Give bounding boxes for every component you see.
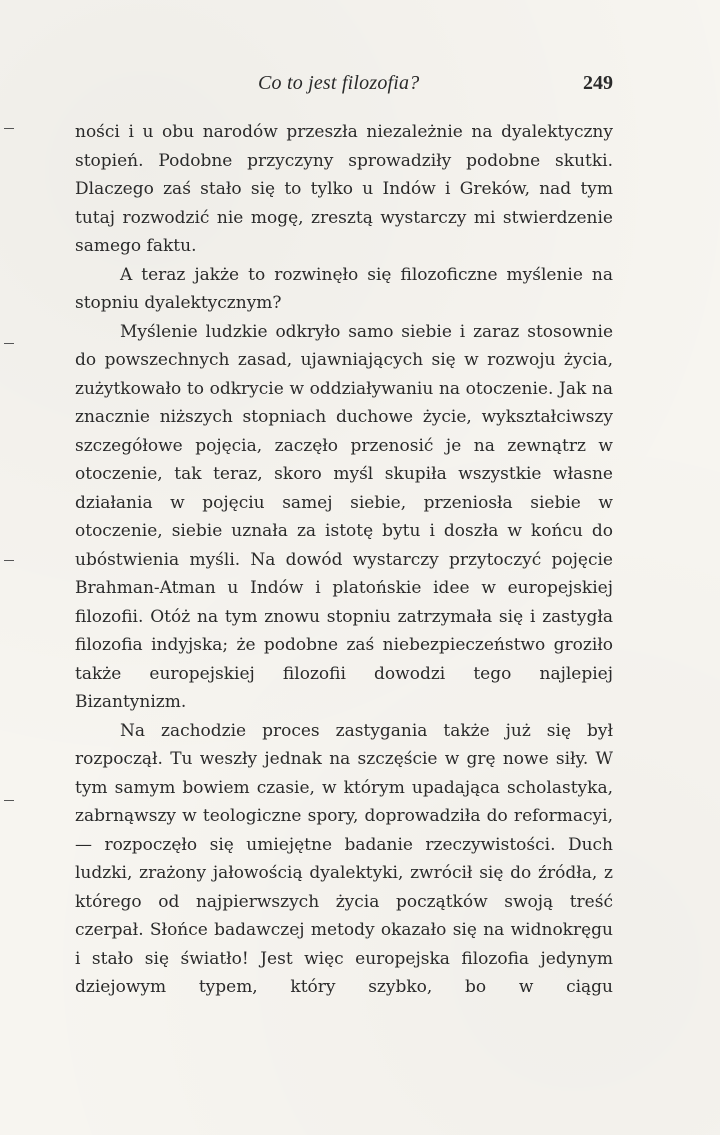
paragraph-2: A teraz jakże to rozwinęło się filozoficzne myślenie na stopniu dyalektycznym? (75, 264, 613, 313)
page-number: 249 (583, 72, 613, 94)
paragraph-3: Myślenie ludzkie odkryło samo siebie i zaraz stosownie do powszechnych zasad, ujawniających się w rozwoju życia, zużytkowało to odkrycie w oddziaływaniu na otoczenie. Jak na znacznie niższych stopniach duchowe życie, wykształciwszy szczegółowe pojęcia, zaczęło przenosić je na zewnątrz w otoczenie, tak teraz, skoro myśl skupiła wszystkie własne działania w pojęciu samej siebie, przeniosła siebie w otoczenie, siebie uznała za istotę bytu i doszła w końcu do ubóstwienia myśli. Na dowód wystarczy przytoczyć pojęcie Brahman-Atman u Indów i platońskie idee w europejskiej filozofii. Otóż na tym znowu stopniu zatrzymała się i zastygła filozofia indyjska; że podobne zaś niebezpieczeństwo groziło także europejskiej filozofii dowodzi tego najlepiej Bizantynizm. (75, 321, 613, 712)
margin-mark (4, 560, 14, 561)
body-text (75, 118, 613, 1002)
margin-mark (4, 800, 14, 801)
margin-mark (4, 128, 14, 129)
paragraph-4: Na zachodzie proces zastygania także już się był rozpoczął. Tu weszły jednak na szczęście w grę nowe siły. W tym samym bowiem czasie, w którym upadająca scholastyka, zabrnąwszy w teologiczne spory, doprowadziła do reformacyi, — rozpoczęło się umiejętne badanie rzeczywistości. Duch ludzki, zrażony jałowością dyalektyki, zwrócił się do źródła, z którego od najpierwszych życia początków swoją treść czerpał. Słońce badawczej metody okazało się na widnokręgu i stało się światło! Jest więc europejska filozofia jedynym dziejowym typem, który szybko, bo w ciągu (75, 720, 613, 997)
margin-mark (4, 343, 14, 344)
paragraph-1: ności i u obu narodów przeszła niezależnie na dyalektyczny stopień. Podobne przyczyny sprowadziły podobne skutki. Dlaczego zaś stało się to tylko u Indów i Greków, nad tym tutaj rozwodzić nie mogę, zresztą wystarczy mi stwierdzenie samego faktu. (75, 122, 613, 256)
running-title: Co to jest filozofia? (258, 72, 420, 94)
page-header (75, 72, 613, 100)
